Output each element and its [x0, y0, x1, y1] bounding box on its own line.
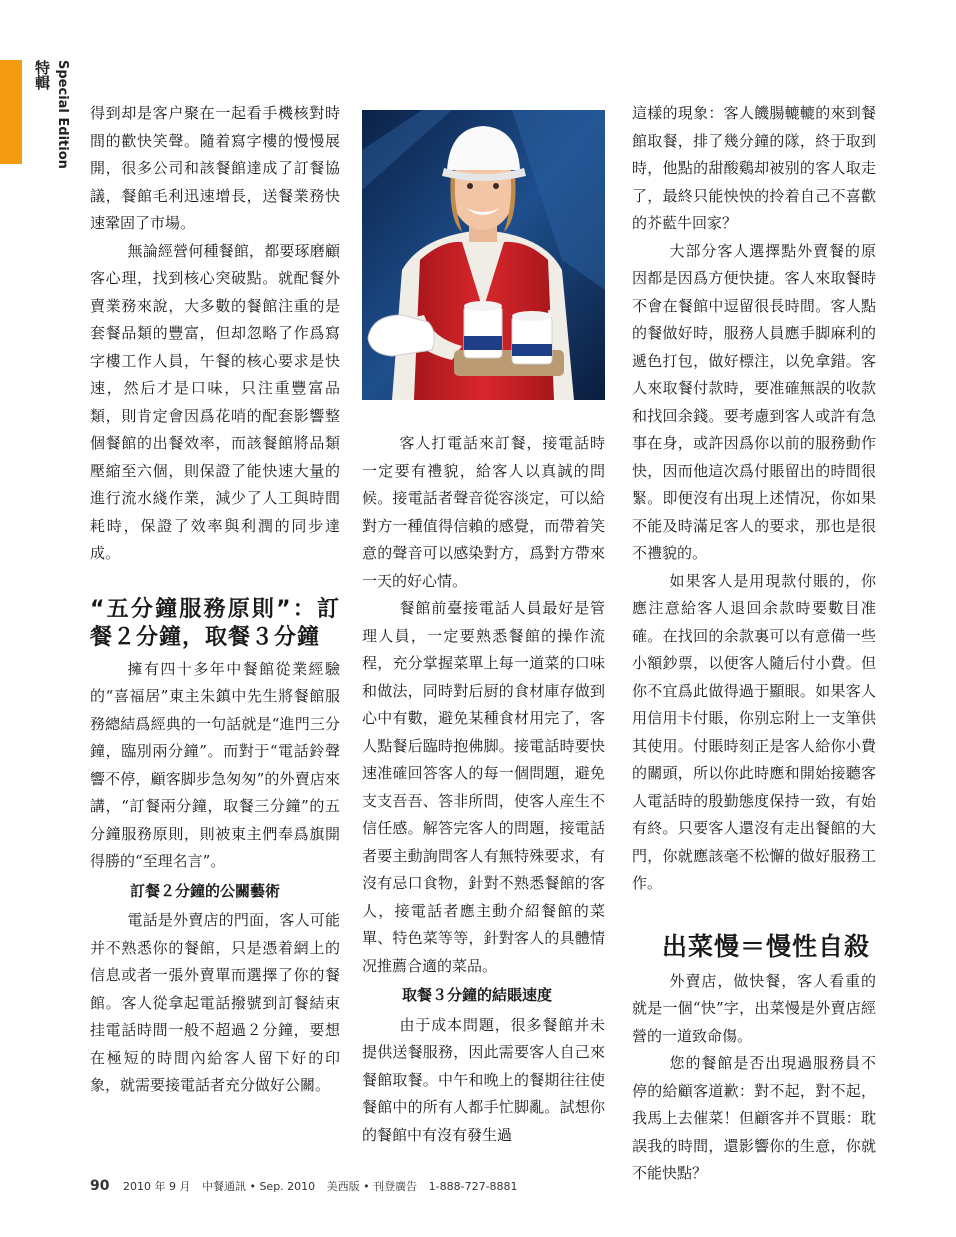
- page-number: 90: [90, 1178, 110, 1194]
- section-tab: [0, 60, 22, 164]
- paragraph: 由于成本問題，很多餐館并未提供送餐服務，因此需要客人自己來餐館取餐。中午和晚上的餐期往往使餐館中的所有人都手忙脚亂。試想你的餐館中有沒有發生過: [362, 1015, 605, 1144]
- paragraph: 電話是外賣店的門面，客人可能并不熟悉你的餐館，只是憑着網上的信息或者一張外賣單而選擇了你的餐館。客人從拿起電話撥號到訂餐結束挂電話時間一般不超過２分鐘，要想在極短的時間內給客人留下好的印象，就需要接電話者充分做好公關。: [90, 911, 340, 1094]
- column-3: [632, 100, 876, 1188]
- section-label-chinese: 特輯: [33, 60, 51, 90]
- subheading: 取餐３分鐘的結賬速度: [402, 986, 553, 1004]
- section-heading: 出菜慢＝慢性自殺: [662, 931, 871, 961]
- paragraph: 外賣店，做快餐，客人看重的就是一個“快”字，出菜慢是外賣店經營的一道致命傷。: [632, 971, 876, 1045]
- paragraph: 大部分客人選擇點外賣餐的原因都是因爲方便快捷。客人來取餐時不會在餐館中逗留很長時間。客人點的餐做好時，服務人員應手脚麻利的遞色打包，做好標注，以免拿錯。客人來取餐付款時，要准確無誤的收款和找回余錢。要考慮到客人或許有急事在身，或許因爲你以前的服務動作快，因而他這次爲付賬留出的時間很緊。即便沒有出現上述情况，你如果不能及時滿足客人的要求，那也是很不禮貌的。: [632, 241, 876, 562]
- subheading: 訂餐２分鐘的公關藝術: [130, 881, 281, 900]
- page-footer: [90, 1178, 526, 1194]
- paragraph: 這樣的現象：客人饑腸轆轆的來到餐館取餐，排了幾分鐘的隊，終于取到時，他點的甜酸鷄却被别的客人取走了，最終只能怏怏的拎着自己不喜歡的芥藍牛回家？: [632, 104, 876, 232]
- section-label: [30, 60, 72, 170]
- paragraph: 得到却是客户聚在一起看手機核對時間的歡快笑聲。隨着寫字樓的慢慢展開，很多公司和該餐館達成了訂餐協議，餐館毛利迅速增長，送餐業務快速鞏固了市場。: [90, 104, 340, 232]
- column-1: [90, 100, 340, 1100]
- paragraph: 無論經營何種餐館，都要琢磨顧客心理，找到核心突破點。就配餐外賣業務來說，大多數的餐館注重的是套餐品類的豐富，但却忽略了作爲寫字樓工作人員，午餐的核心要求是快速，然后才是口味，只注重豐富品類，則肯定會因爲花哨的配套影響整個餐館的出餐效率，而該餐館將品類壓縮至六個，則保證了能快速大量的進行流水綫作業，減少了人工與時間耗時，保證了效率與利潤的同步達成。: [90, 241, 340, 562]
- issue-date: 2010 年 9 月: [122, 1180, 191, 1193]
- paragraph: 如果客人是用現款付賬的，你應注意給客人退回余款時要數目准確。在找回的余款裏可以有意備一些小額鈔票，以便客人隨后付小費。但你不宜爲此做得過于顯眼。如果客人用信用卡付賬，你别忘附上一支筆供其使用。付賬時刻正是客人給你小費的關頭，所以你此時應和開始接聽客人電話時的殷勤態度保持一致，有始有終。只要客人還沒有走出餐館的大門，你就應該毫不松懈的做好服務工作。: [632, 571, 876, 892]
- paragraph: 客人打電話來訂餐，接電話時一定要有禮貌，給客人以真誠的問候。接電話者聲音從容淡定，可以給對方一種值得信賴的感覺，而帶着笑意的聲音可以感染對方，爲對方帶來一天的好心情。: [362, 434, 605, 590]
- section-label-english: Special Edition: [55, 60, 70, 169]
- paragraph: 擁有四十多年中餐館從業經驗的“喜福居”東主朱鎮中先生將餐館服務總結爲經典的一句話就是“進門三分鐘，臨別兩分鐘”。而對于“電話鈴聲響不停，顧客脚步急匆匆”的外賣店來講，“訂餐兩分鐘，取餐三分鐘”的五分鐘服務原則，則被東主們奉爲旗開得勝的“至理名言”。: [90, 659, 340, 870]
- magazine-name: 中餐通訊 • Sep. 2010: [201, 1180, 316, 1193]
- paragraph: 您的餐館是否出現過服務員不停的給顧客道歉：對不起，對不起，我馬上去催菜！但顧客并不買賬：耽誤我的時間，還影響你的生意，你就不能快點？: [632, 1054, 876, 1182]
- edition-label: 美西版 • 刊登廣告: [326, 1180, 418, 1193]
- phone-number: 1-888-727-8881: [428, 1180, 518, 1193]
- column-2: [362, 100, 605, 1149]
- section-heading: “五分鐘服務原則”：訂餐２分鐘，取餐３分鐘: [90, 596, 340, 650]
- paragraph: 餐館前臺接電話人員最好是管理人員，一定要熟悉餐館的操作流程，充分掌握菜單上每一道菜的口味和做法，同時對后厨的食材庫存做到心中有數，避免某種食材用完了，客人點餐后臨時抱佛脚。接電話時要快速准確回答客人的每一個問題，避免支支吾吾、答非所問，使客人産生不信任感。解答完客人的問題，接電話者要主動詢問客人有無特殊要求，有沒有忌口食物，針對不熟悉餐館的客人，接電話者應主動介紹餐館的菜單、特色菜等等，針對客人的具體情况推薦合適的菜品。: [362, 599, 605, 975]
